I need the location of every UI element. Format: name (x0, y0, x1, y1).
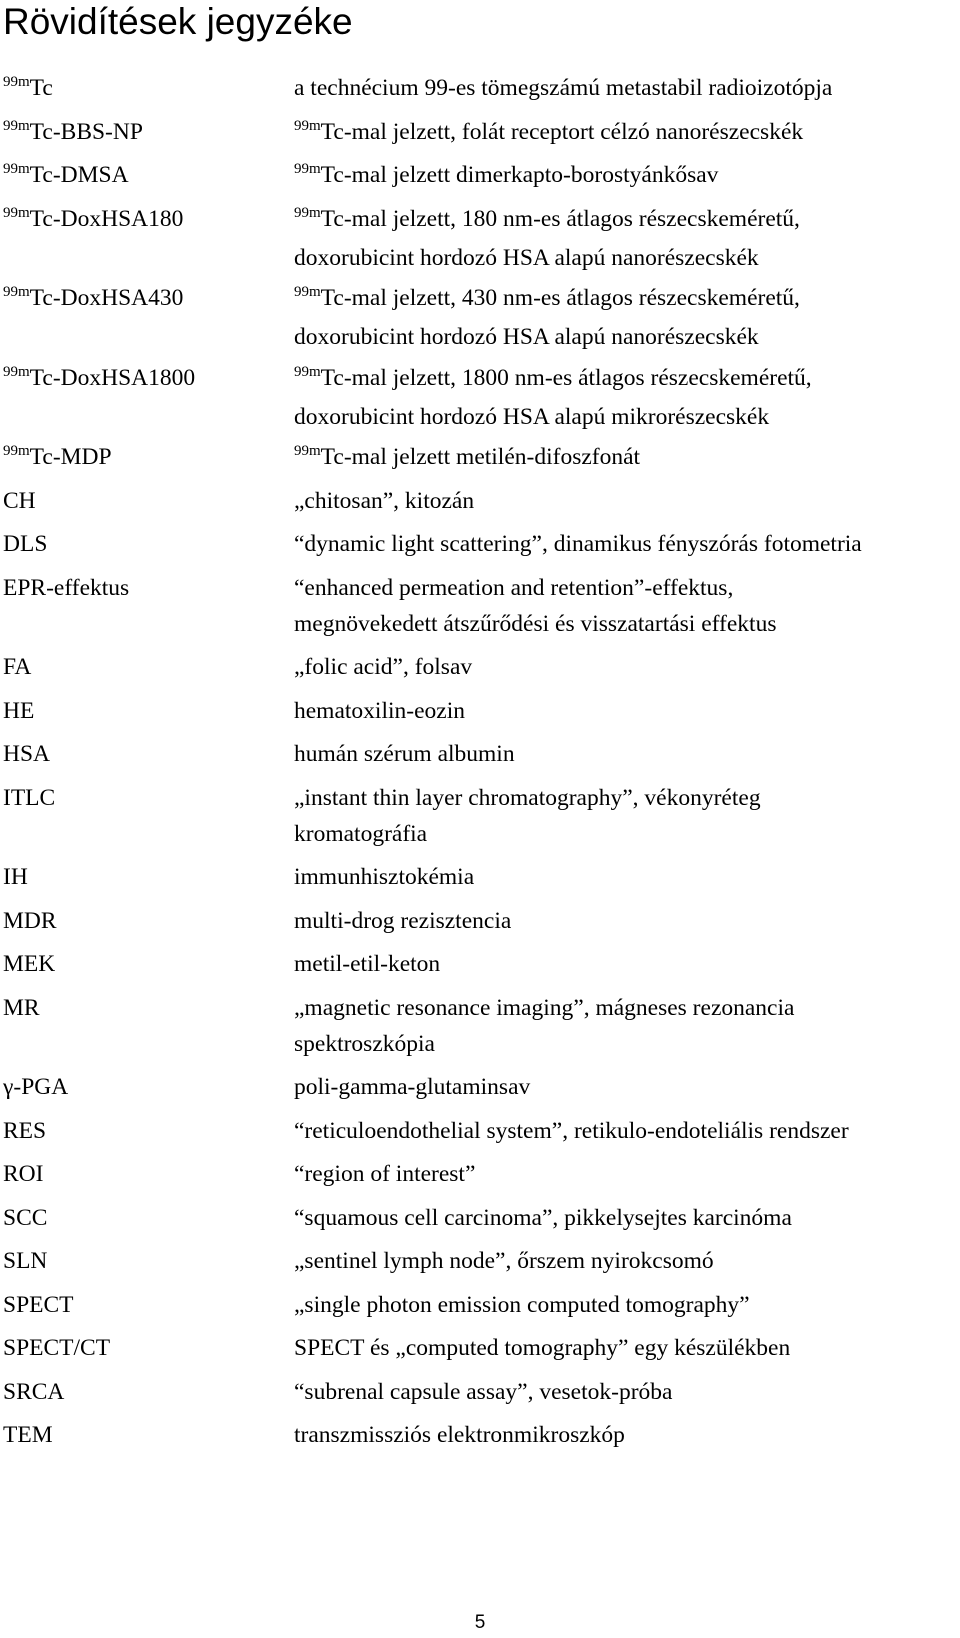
abbreviation-term (3, 1156, 43, 1192)
abbreviation-term-text: Tc-BBS-NP (29, 118, 143, 145)
definition-line (294, 1026, 956, 1062)
definition-text: kromatográfia (294, 820, 428, 847)
definition-line (294, 1417, 956, 1453)
abbreviation-definition (294, 1287, 956, 1323)
abbreviation-term-text: SPECT (3, 1291, 74, 1318)
abbreviation-term (3, 157, 129, 196)
abbreviation-term-text: Tc (29, 75, 53, 101)
isotope-superscript: 99m (294, 204, 321, 221)
abbreviation-definition (294, 946, 956, 982)
abbreviation-term-text: HSA (3, 741, 51, 767)
abbreviation-term (3, 70, 53, 109)
definition-text: metil-etil-keton (294, 951, 441, 977)
abbreviation-definition (294, 1374, 956, 1410)
definition-line (294, 1243, 956, 1279)
abbreviation-definition (294, 780, 956, 852)
definition-text: Tc-mal jelzett metilén-difoszfonát (320, 444, 641, 470)
abbreviation-term (3, 1200, 47, 1236)
definition-line (294, 946, 956, 982)
abbreviation-definition (294, 693, 956, 729)
isotope-superscript: 99m (3, 117, 30, 134)
abbreviation-definition (294, 1156, 956, 1192)
definition-line (294, 439, 956, 478)
page-number: 5 (474, 1612, 486, 1633)
abbreviation-term-text: ITLC (3, 784, 56, 811)
definition-text: SPECT és „computed tomography” egy készülékben (294, 1335, 791, 1361)
abbreviation-term (3, 483, 36, 519)
definition-line (294, 399, 956, 435)
definition-text: Tc-mal jelzett dimerkapto-borostyánkősav (320, 162, 719, 188)
isotope-superscript: 99m (294, 161, 321, 177)
abbreviation-definition (294, 526, 956, 562)
abbreviation-term (3, 1287, 74, 1323)
abbreviation-term (3, 1374, 64, 1410)
definition-line (294, 1069, 956, 1105)
abbreviation-term-text: FA (3, 654, 32, 680)
abbreviation-term-text: MEK (3, 951, 56, 977)
abbreviation-term-text: Tc-DMSA (29, 162, 129, 188)
abbreviation-definition (294, 859, 956, 895)
definition-line (294, 280, 956, 319)
definition-text: Tc-mal jelzett, 1800 nm-es átlagos részecskeméretű, (320, 364, 812, 391)
definition-line (294, 1287, 956, 1323)
definition-text: megnövekedett átszűrődési és visszatartási effektus (294, 610, 777, 637)
isotope-superscript: 99m (3, 443, 30, 459)
definition-text: immunhisztokémia (294, 864, 475, 890)
abbreviation-term-text: MR (3, 994, 40, 1021)
abbreviation-term (3, 780, 55, 816)
definition-text: humán szérum albumin (294, 741, 515, 767)
definition-text: “region of interest” (294, 1161, 476, 1187)
abbreviation-term-text: IH (3, 864, 28, 890)
abbreviation-term-text: SCC (3, 1204, 48, 1231)
definition-line (294, 360, 956, 399)
abbreviation-term (3, 439, 112, 478)
abbreviation-term-text: Tc-DoxHSA430 (29, 285, 184, 311)
definition-line (294, 114, 956, 153)
definition-text: doxorubicint hordozó HSA alapú nanorészecskék (294, 324, 759, 350)
definition-text: „sentinel lymph node”, őrszem nyirokcsomó (294, 1248, 714, 1274)
abbreviation-definition (294, 70, 956, 106)
abbreviation-term (3, 946, 55, 982)
abbreviation-term-text: γ-PGA (3, 1074, 69, 1100)
abbreviation-term-text: TEM (3, 1422, 53, 1448)
definition-line (294, 70, 956, 106)
abbreviation-term (3, 201, 183, 240)
isotope-superscript: 99m (294, 117, 321, 134)
abbreviation-term (3, 903, 57, 939)
abbreviation-term (3, 1417, 53, 1453)
definition-line (294, 859, 956, 895)
page-title: Rövidítések jegyzéke (3, 1, 353, 42)
definition-text: multi-drog rezisztencia (294, 907, 512, 934)
isotope-superscript: 99m (3, 204, 30, 221)
abbreviation-definition (294, 903, 956, 939)
definition-text: Tc-mal jelzett, 430 nm-es átlagos részecskeméretű, (320, 285, 800, 311)
abbreviation-term (3, 280, 183, 319)
definition-line (294, 736, 956, 772)
definition-text: “subrenal capsule assay”, vesetok-próba (294, 1378, 673, 1405)
definition-line (294, 483, 956, 519)
abbreviation-term (3, 1243, 47, 1279)
abbreviation-term (3, 649, 31, 685)
definition-text: “enhanced permeation and retention”-effektus, (294, 574, 734, 601)
definition-text: doxorubicint hordozó HSA alapú nanorészecskék (294, 244, 759, 271)
abbreviation-term-text: SRCA (3, 1378, 65, 1405)
definition-line (294, 157, 956, 196)
abbreviation-term-text: ROI (3, 1161, 44, 1187)
abbreviation-definition (294, 360, 956, 435)
definition-text: “dynamic light scattering”, dinamikus fényszórás fotometria (294, 531, 862, 557)
definition-line (294, 570, 956, 606)
abbreviation-term (3, 360, 195, 399)
abbreviation-definition (294, 649, 956, 685)
abbreviation-definition (294, 1330, 956, 1366)
abbreviation-term-text: CH (3, 487, 36, 514)
definition-line (294, 606, 956, 642)
abbreviation-definition (294, 439, 956, 478)
abbreviation-term-text: Tc-MDP (29, 444, 112, 470)
definition-text: “squamous cell carcinoma”, pikkelysejtes karcinóma (294, 1204, 792, 1231)
abbreviation-term-text: SPECT/CT (3, 1335, 111, 1361)
abbreviation-definition (294, 1243, 956, 1279)
definition-text: hematoxilin-eozin (294, 697, 465, 724)
definition-text: poli-gamma-glutaminsav (294, 1074, 531, 1100)
isotope-superscript: 99m (3, 161, 30, 177)
abbreviation-term-text: DLS (3, 531, 48, 557)
definition-text: „folic acid”, folsav (294, 654, 473, 680)
abbreviation-term-text: Tc-DoxHSA180 (29, 205, 184, 232)
definition-line (294, 1200, 956, 1236)
abbreviation-term (3, 570, 129, 606)
definition-line (294, 1113, 956, 1149)
isotope-superscript: 99m (3, 363, 30, 380)
abbreviation-term-text: SLN (3, 1248, 48, 1274)
definition-text: „instant thin layer chromatography”, vékonyréteg (294, 784, 761, 811)
abbreviation-definition (294, 1113, 956, 1149)
definition-text: „magnetic resonance imaging”, mágneses rezonancia (294, 994, 795, 1021)
definition-text: „single photon emission computed tomography” (294, 1291, 750, 1318)
abbreviation-term (3, 1069, 68, 1105)
isotope-superscript: 99m (3, 284, 30, 300)
abbreviation-definition (294, 114, 956, 153)
isotope-superscript: 99m (294, 284, 321, 300)
definition-line (294, 1156, 956, 1192)
abbreviation-definition (294, 1417, 956, 1453)
abbreviation-term (3, 1330, 110, 1366)
definition-line (294, 319, 956, 355)
abbreviation-definition (294, 157, 956, 196)
definition-line (294, 990, 956, 1026)
abbreviation-term-text: Tc-DoxHSA1800 (29, 364, 196, 391)
abbreviation-term (3, 114, 143, 153)
definition-line (294, 1330, 956, 1366)
abbreviation-term-text: EPR-effektus (3, 574, 130, 601)
abbreviation-definition (294, 990, 956, 1062)
definition-text: “reticuloendothelial system”, retikulo-endoteliális rendszer (294, 1117, 849, 1144)
definition-line (294, 816, 956, 852)
abbreviation-term (3, 859, 28, 895)
definition-line (294, 693, 956, 729)
abbreviation-term (3, 1113, 46, 1149)
definition-line (294, 1374, 956, 1410)
isotope-superscript: 99m (294, 363, 321, 380)
definition-line (294, 240, 956, 276)
abbreviation-term (3, 990, 40, 1026)
abbreviation-term-text: RES (3, 1117, 47, 1144)
definition-text: spektroszkópia (294, 1030, 435, 1057)
abbreviation-term (3, 693, 34, 729)
abbreviation-definition (294, 1200, 956, 1236)
definition-line (294, 201, 956, 240)
definition-line (294, 903, 956, 939)
abbreviation-term-text: HE (3, 697, 35, 724)
definition-text: Tc-mal jelzett, folát receptort célzó nanorészecskék (320, 118, 804, 145)
definition-line (294, 780, 956, 816)
definition-text: a technécium 99-es tömegszámú metastabil radioizotópja (294, 75, 833, 101)
definition-line (294, 526, 956, 562)
abbreviation-definition (294, 570, 956, 642)
definition-line (294, 649, 956, 685)
abbreviation-definition (294, 280, 956, 355)
definition-text: Tc-mal jelzett, 180 nm-es átlagos részecskeméretű, (320, 205, 800, 232)
abbreviation-definition (294, 1069, 956, 1105)
isotope-superscript: 99m (294, 443, 321, 459)
abbreviation-term (3, 736, 50, 772)
definition-text: transzmissziós elektronmikroszkóp (294, 1422, 625, 1448)
abbreviation-definition (294, 483, 956, 519)
definition-text: doxorubicint hordozó HSA alapú mikrorészecskék (294, 403, 770, 430)
abbreviation-definition (294, 201, 956, 276)
abbreviation-term (3, 526, 47, 562)
abbreviation-term-text: MDR (3, 907, 57, 934)
definition-text: „chitosan”, kitozán (294, 487, 475, 514)
abbreviation-definition (294, 736, 956, 772)
isotope-superscript: 99m (3, 74, 30, 90)
